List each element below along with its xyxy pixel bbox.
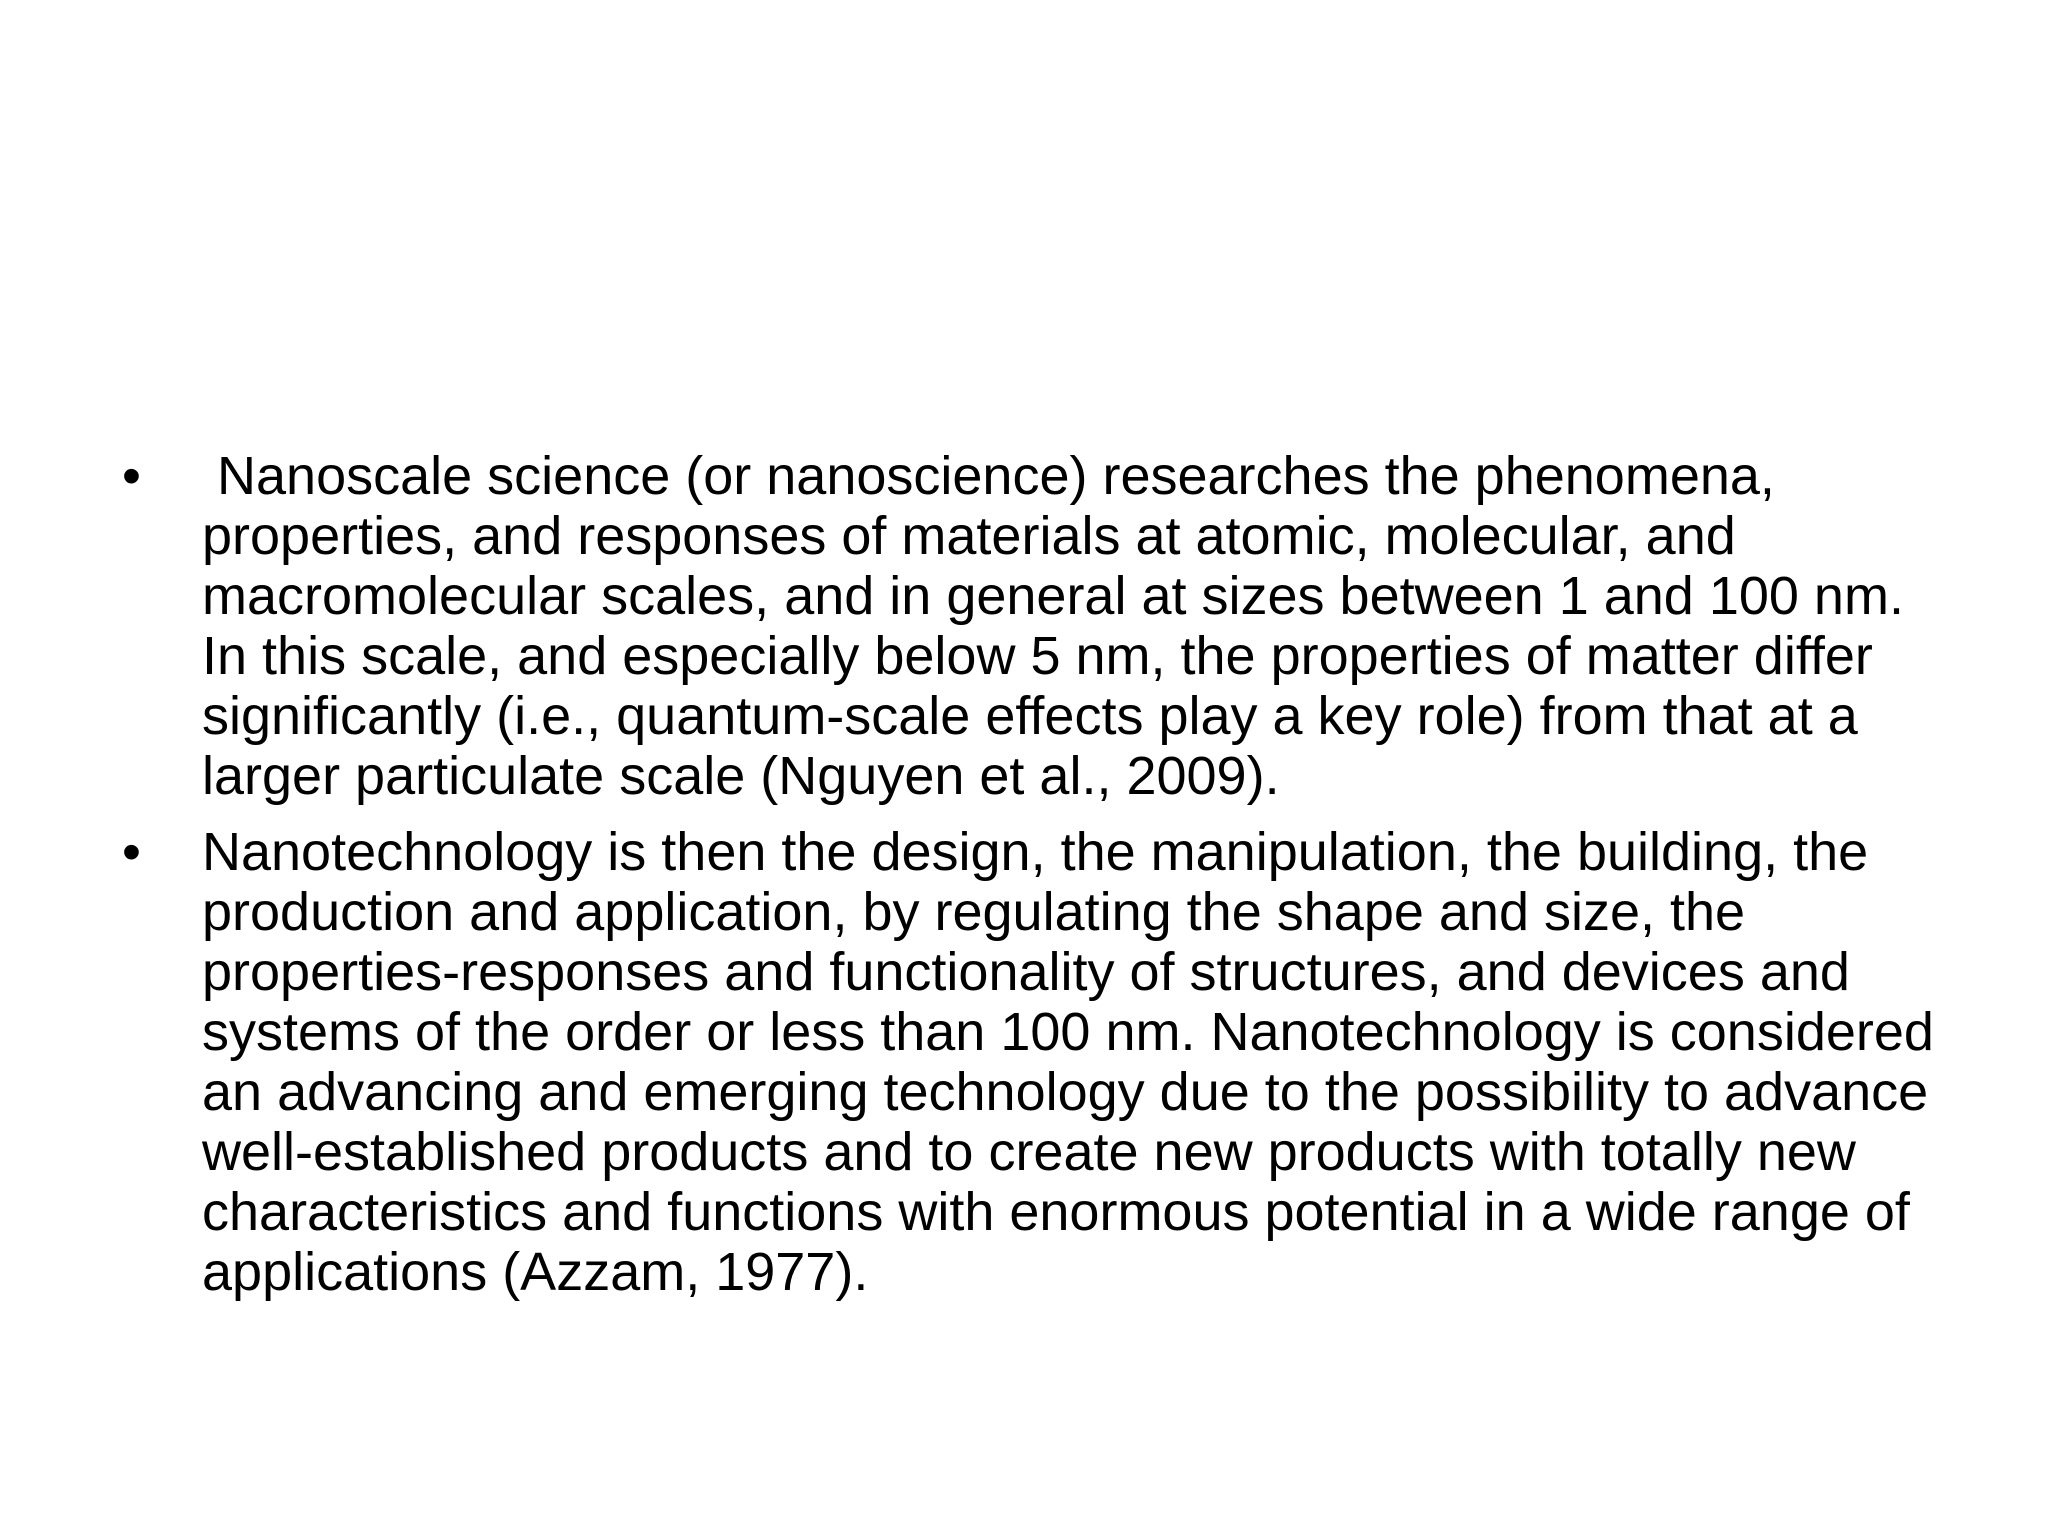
bullet-text: Nanoscale science (or nanoscience) researches the phenomena, properties, and responses of materials at atomic, molecular, and macromolecular scales, and in general at sizes between 1 and 100 nm. In this scale, and especially below 5 nm, the properties of matter differ significantly (i.e., quantum-scale effects play a key role) from that at a larger particulate scale (Nguyen et al., 2009). xyxy=(202,446,1919,806)
bullet-marker: • xyxy=(122,822,141,882)
bullet-item-nanoscience xyxy=(118,446,1938,806)
bullet-marker: • xyxy=(122,446,141,506)
bullet-item-nanotechnology xyxy=(118,822,1949,1302)
bullet-text: Nanotechnology is then the design, the manipulation, the building, the production and application, by regulating the shape and size, the properties-responses and functionality of structures, and devices and systems of the order or less than 100 nm. Nanotechnology is considered an advancing and emerging technology due to the possibility to advance well-established products and to create new products with totally new characteristics and functions with enormous potential in a wide range of applications (Azzam, 1977). xyxy=(202,822,1949,1302)
slide-body xyxy=(118,446,1949,1318)
